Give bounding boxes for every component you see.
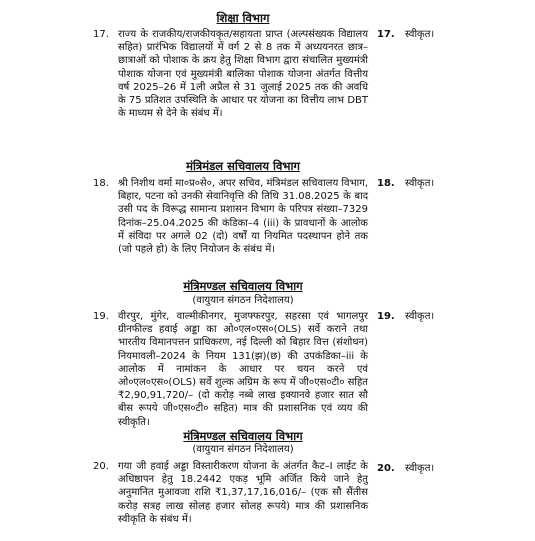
sub-department-heading: (वायुयान संगठन निदेशालय)	[192, 295, 294, 306]
status-approved: स्वीकृत।	[405, 178, 435, 189]
department-heading: मंत्रिमंडल सचिवालय विभाग	[186, 159, 300, 173]
result-number: 19.	[377, 311, 395, 322]
item-text: गया जी हवाई अड्डा विस्तारीकरण योजना के अंतर्गत कैट–I लाईट के अधिष्ठापन हेतु 18.2442 एकड़ भूमि अर्जित किये जाने हेतु अनुमानित मुआवजा राशि ₹1,37,17,16,016/– (एक सौ सैंतीस करोड़ सत्रह लाख सोलह हजार सोलह रूपये) मात्र की प्रशासनिक स्वीकृति के संबंध में।	[118, 461, 368, 525]
department-heading: मंत्रिमण्डल सचिवालय विभाग	[183, 279, 303, 293]
status-approved: स्वीकृत।	[405, 463, 435, 474]
sub-department-heading: (वायुयान संगठन निदेशालय)	[192, 444, 294, 455]
item-number: 19.	[93, 311, 109, 322]
item-number: 20.	[93, 461, 109, 472]
item-text: श्री निशीथ वर्मा मा०प्र०से०, अपर सचिव, मंत्रिमंडल सचिवालय विभाग, बिहार, पटना को उनकी सेवानिवृत्ति की तिथि 31.08.2025 के बाद उसी पद के विरूद्ध सामान्य प्रशासन विभाग के परिपत्र संख्या–7329 दिनांक–25.04.2025 की कंडिका–4 (iii) के प्रावधानों के आलोक में संविदा पर अगले 02 (दो) वर्षों या नियमित पदस्थापन होने तक (जो पहले हो) के लिए नियोजन के संबंध में।	[118, 178, 369, 256]
item-number: 18.	[93, 178, 109, 189]
department-heading: शिक्षा विभाग	[216, 11, 270, 25]
result-number: 17.	[377, 29, 395, 40]
department-heading: मंत्रिमण्डल सचिवालय विभाग	[183, 429, 303, 443]
item-text: वीरपुर, मुंगेर, वाल्मीकीनगर, मुजफ्फरपुर, सहरसा एवं भागलपुर ग्रीनफील्ड हवाई अड्डा का ओ०एल०एस०(OLS) सर्वे कराने तथा भारतीय विमानपत्तन प्राधिकरण, नई दिल्ली को बिहार वित्त (संशोधन) नियमावली–2024 के नियम 131(झ)(छ) की उपकंडिका–iii के आलोक में नामांकन के आधार पर चयन करने एवं ओ०एल०एस०(OLS) सर्वे शुल्क अग्रिम के रूप में जी०एस०टी० सहित ₹2,90,91,720/– (दो करोड़ नब्बे लाख इक्यानवे हजार सात सौ बीस रूपये जी०एस०टी० सहित) मात्र की प्रशासनिक एवं व्यय की स्वीकृति।	[118, 311, 368, 428]
result-number: 20.	[377, 463, 395, 474]
status-approved: स्वीकृत।	[405, 311, 435, 322]
result-number: 18.	[377, 178, 395, 189]
item-number: 17.	[93, 29, 109, 40]
status-approved: स्वीकृत।	[405, 29, 435, 40]
item-text: राज्य के राजकीय/राजकीयकृत/सहायता प्राप्त (अल्पसंख्यक विद्यालय सहित) प्रारंभिक विद्यालयों में वर्ग 2 से 8 तक में अध्ययनरत छात्र–छात्राओं को पोशाक के क्रय हेतु शिक्षा विभाग द्वारा संचालित मुख्यमंत्री पोशाक योजना एवं मुख्यमंत्री बालिका पोशाक योजना अंतर्गत वित्तीय वर्ष 2025–26 में 1ली अप्रैल से 31 जुलाई 2025 तक की अवधि के 75 प्रतिशत उपस्थिति के आधार पर योजना का वित्तीय लाभ DBT के माध्यम से देने के संबंध में।	[118, 29, 368, 120]
